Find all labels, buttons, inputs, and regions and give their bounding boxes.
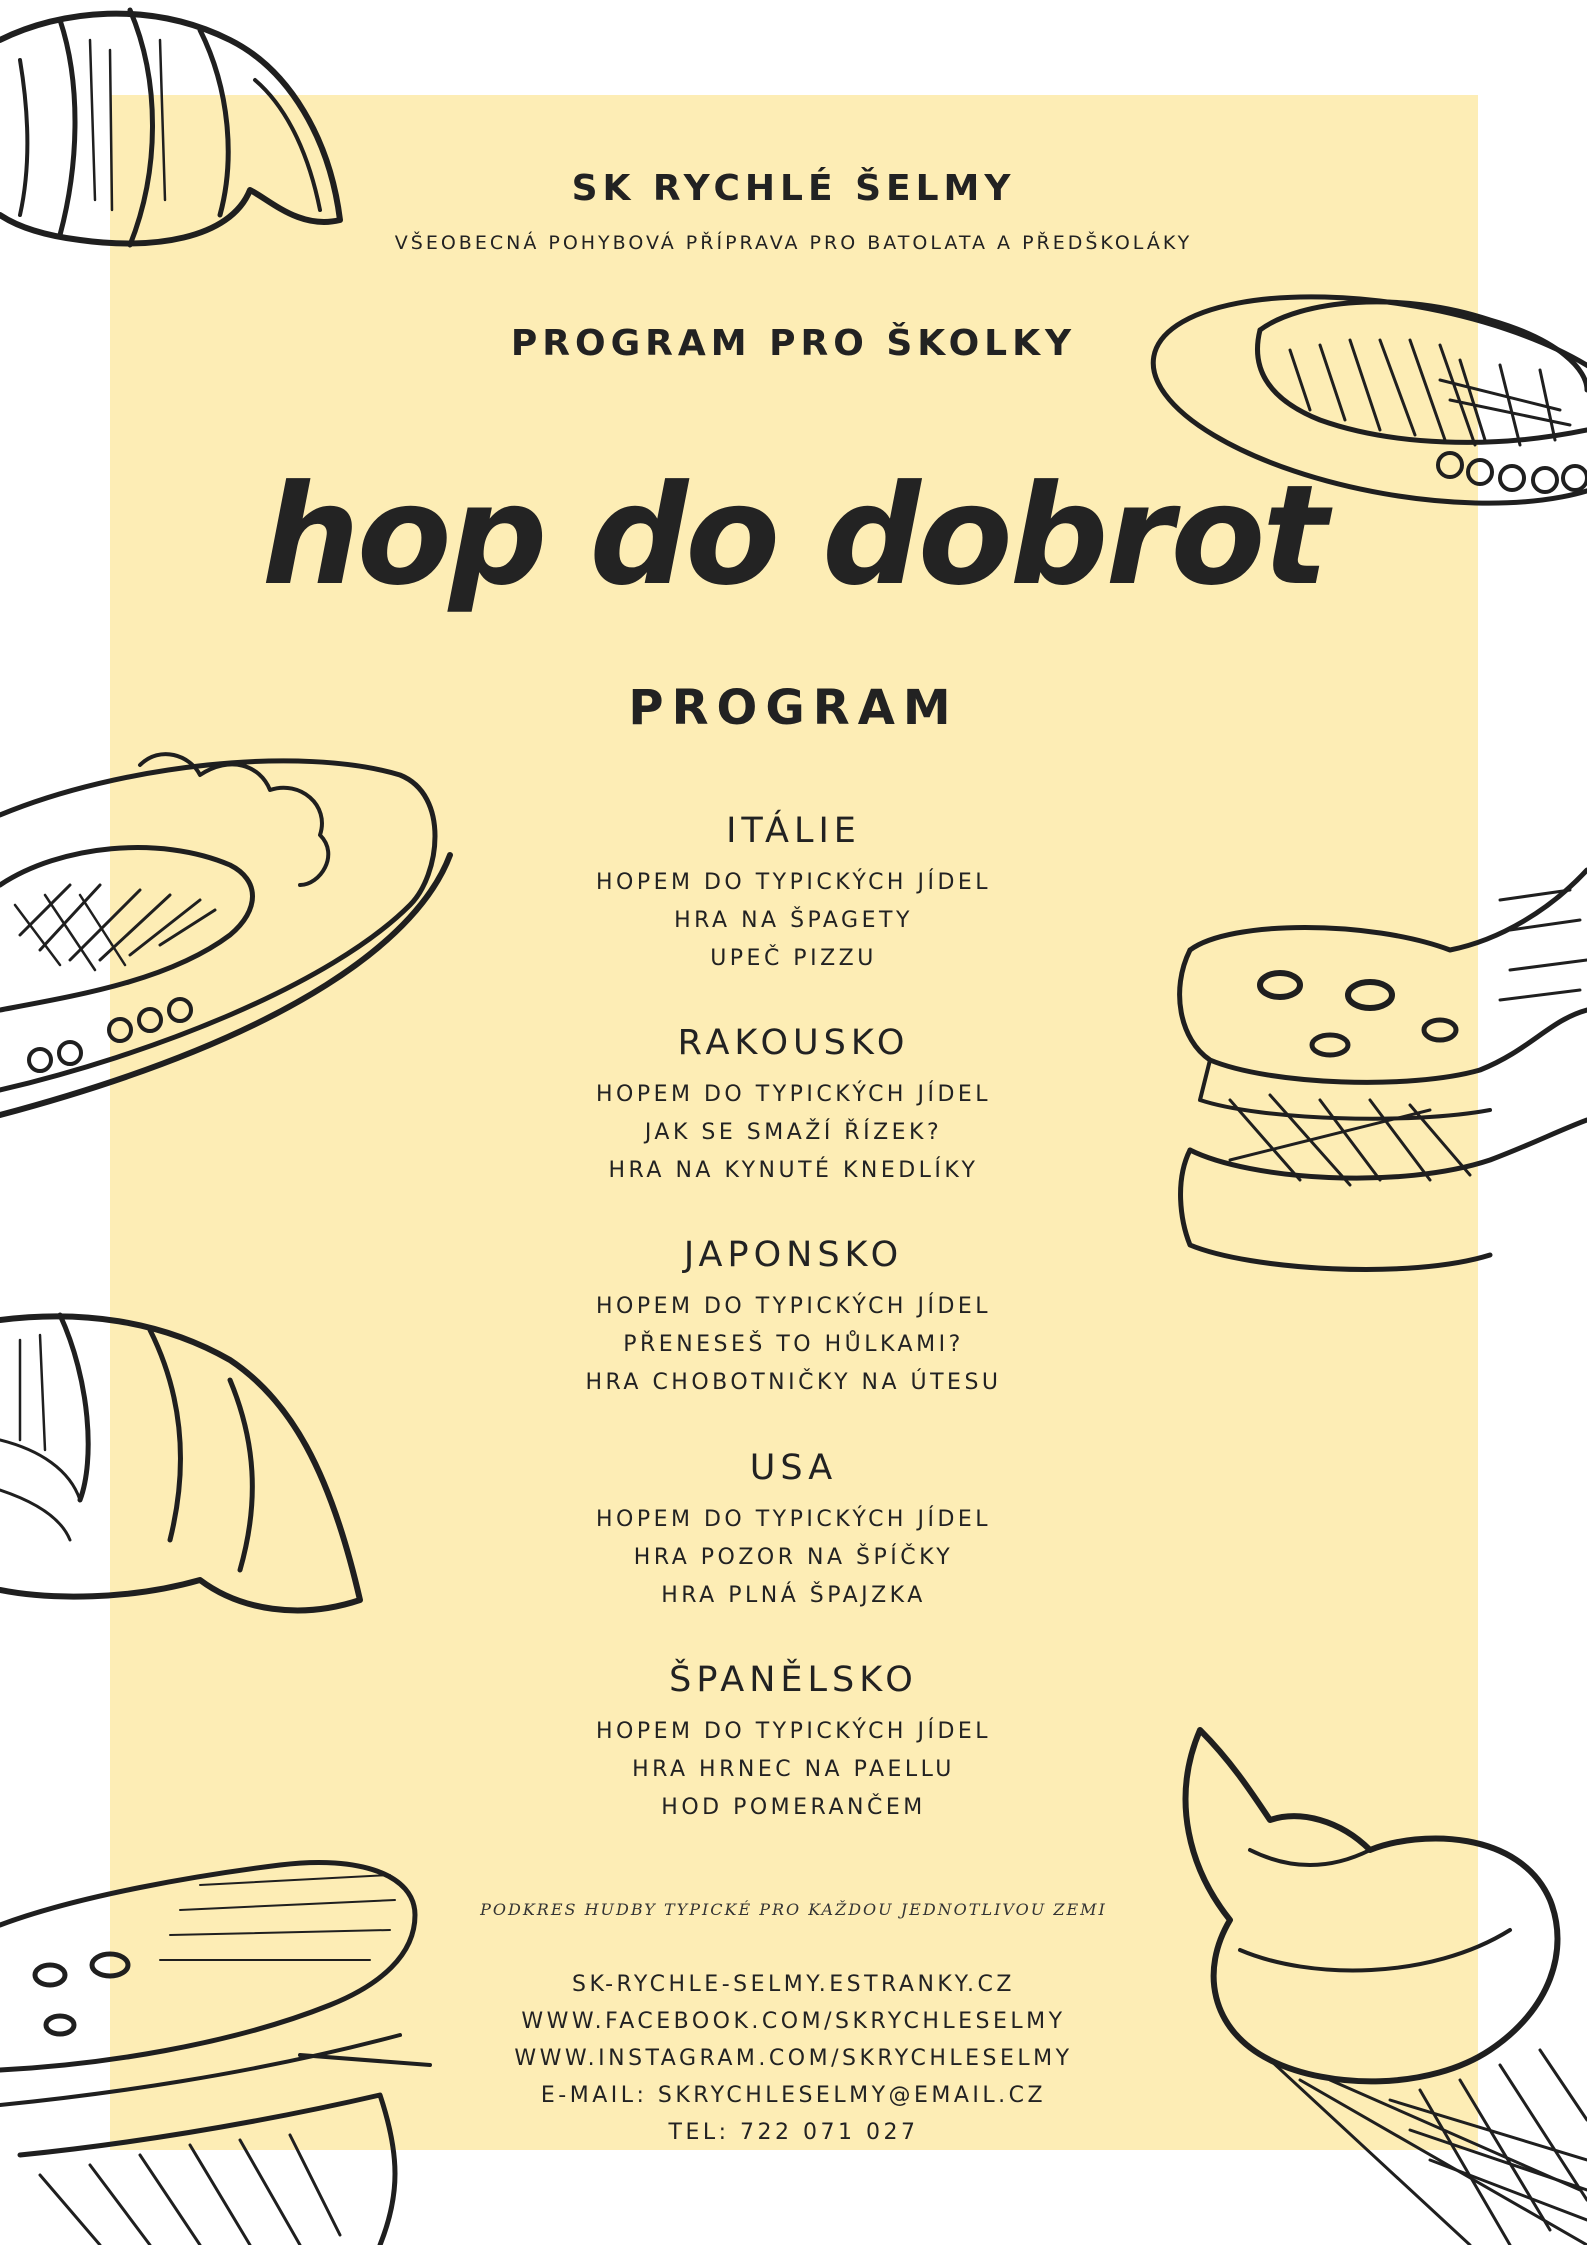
- list-item: HOPEM DO TYPICKÝCH JÍDEL: [595, 1294, 992, 1319]
- list-item: HRA POZOR NA ŠPÍČKY: [633, 1545, 954, 1570]
- website-link[interactable]: SK-RYCHLE-SELMY.ESTRANKY.CZ: [572, 1972, 1015, 1997]
- section-country: ŠPANĚLSKO: [669, 1660, 918, 1700]
- list-item: HRA NA KYNUTÉ KNEDLÍKY: [608, 1158, 979, 1183]
- program-section-spanelsko: [0, 1657, 1587, 1827]
- section-country: RAKOUSKO: [677, 1023, 910, 1063]
- club-name: SK RYCHLÉ ŠELMY: [571, 168, 1016, 209]
- program-section-rakousko: [0, 1020, 1587, 1190]
- list-item: HOPEM DO TYPICKÝCH JÍDEL: [595, 1082, 992, 1107]
- contacts-block: [0, 1966, 1587, 2151]
- section-country: JAPONSKO: [683, 1235, 904, 1275]
- list-item: HRA HRNEC NA PAELLU: [632, 1757, 955, 1782]
- subtitle: PROGRAM PRO ŠKOLKY: [510, 323, 1077, 364]
- program-section-usa: [0, 1445, 1587, 1615]
- section-country: USA: [749, 1448, 838, 1488]
- facebook-link[interactable]: WWW.FACEBOOK.COM/SKRYCHLESELMY: [521, 2009, 1066, 2034]
- list-item: PŘENESEŠ TO HŮLKAMI?: [623, 1332, 964, 1357]
- list-item: UPEČ PIZZU: [710, 946, 877, 971]
- list-item: HOD POMERANČEM: [661, 1795, 926, 1820]
- program-heading: PROGRAM: [628, 680, 959, 736]
- list-item: JAK SE SMAŽÍ ŘÍZEK?: [644, 1120, 943, 1145]
- main-title: hop do dobrot: [261, 455, 1326, 616]
- section-country: ITÁLIE: [726, 811, 861, 851]
- list-item: HRA PLNÁ ŠPAJZKA: [661, 1583, 926, 1608]
- tagline: VŠEOBECNÁ POHYBOVÁ PŘÍPRAVA PRO BATOLATA A PŘEDŠKOLÁKY: [394, 232, 1193, 254]
- phone-number[interactable]: TEL: 722 071 027: [668, 2120, 919, 2145]
- list-item: HRA NA ŠPAGETY: [674, 908, 913, 933]
- music-note: PODKRES HUDBY TYPICKÉ PRO KAŽDOU JEDNOTLIVOU ZEMI: [480, 1900, 1107, 1919]
- program-section-italie: [0, 808, 1587, 978]
- program-section-japonsko: [0, 1232, 1587, 1402]
- list-item: HRA CHOBOTNIČKY NA ÚTESU: [585, 1370, 1002, 1395]
- list-item: HOPEM DO TYPICKÝCH JÍDEL: [595, 870, 992, 895]
- instagram-link[interactable]: WWW.INSTAGRAM.COM/SKRYCHLESELMY: [514, 2046, 1073, 2071]
- email-link[interactable]: E-MAIL: SKRYCHLESELMY@EMAIL.CZ: [540, 2083, 1047, 2108]
- list-item: HOPEM DO TYPICKÝCH JÍDEL: [595, 1719, 992, 1744]
- list-item: HOPEM DO TYPICKÝCH JÍDEL: [595, 1507, 992, 1532]
